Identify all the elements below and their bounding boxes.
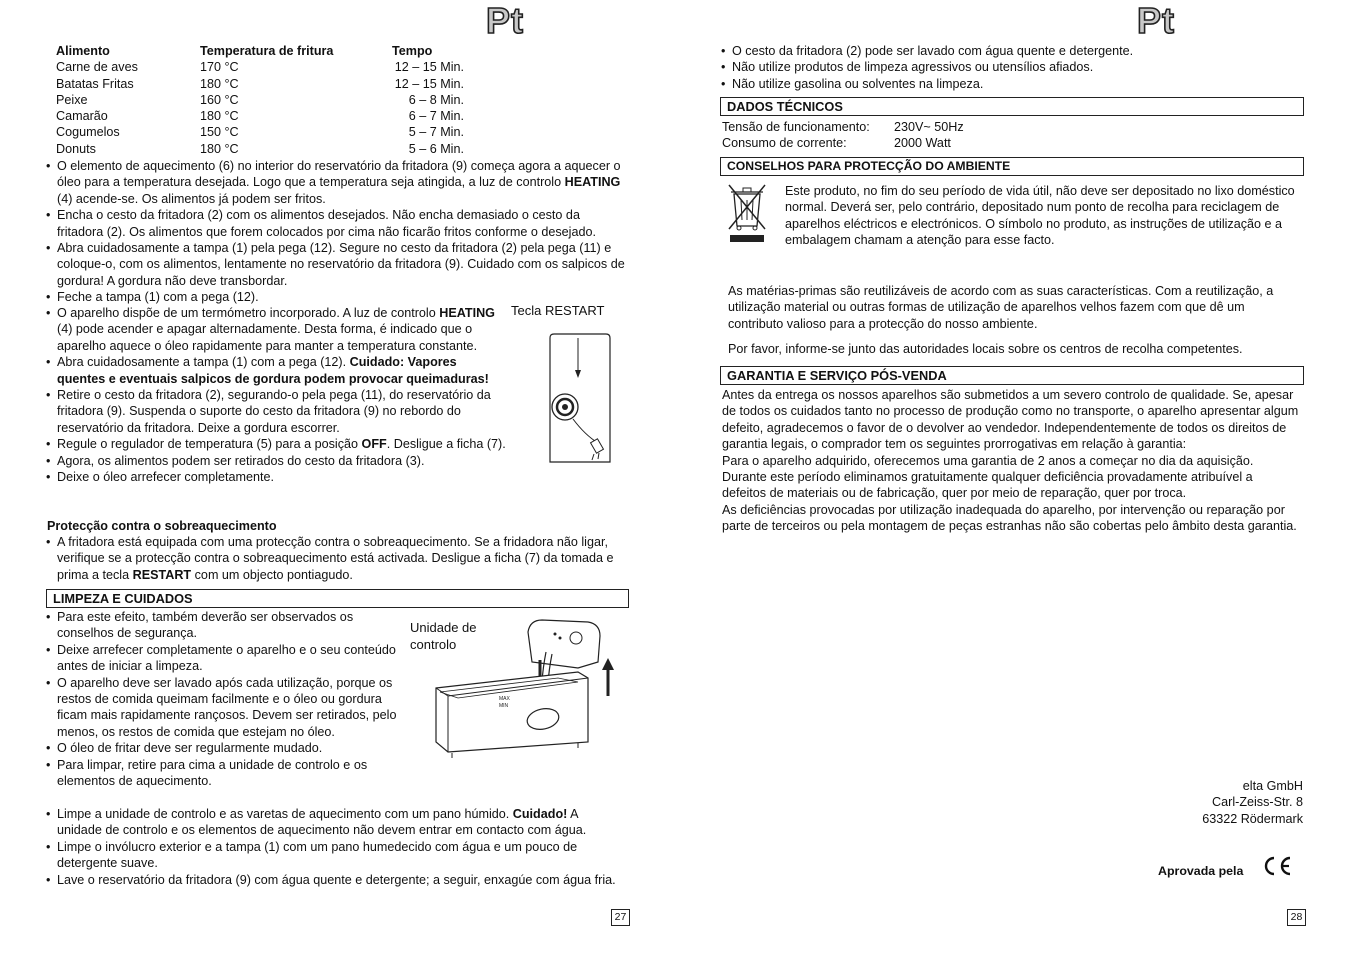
table-cell: 180 °C	[200, 76, 239, 91]
company-address	[1202, 778, 1303, 827]
overheat-heading: Protecção contra o sobreaquecimento	[47, 519, 277, 533]
table-row	[56, 92, 472, 108]
tech-data	[722, 119, 964, 152]
list-item: • Não utilize produtos de limpeza agressivos ou utensílios afiados.	[721, 59, 1301, 75]
table-cell: 180 °C	[200, 141, 239, 156]
list-item: • A fritadora está equipada com uma protecção contra o sobreaquecimento. Se a fridadora não ligar, verifique se a protecção contra o sobreaquecimento está activada. Desligue a ficha (7) da tomada e prima a tecla RESTART com um objecto pontiagudo.	[46, 534, 616, 583]
table-cell: 5 – 6 Min.	[408, 141, 464, 156]
cleaning-list-c	[721, 43, 1301, 92]
restart-caption: Tecla RESTART	[511, 303, 605, 318]
weee-crossed-bin-icon	[726, 182, 768, 244]
table-cell: 6 – 7 Min.	[408, 109, 464, 124]
max-marker: MAX	[499, 696, 510, 702]
table-cell: Cogumelos	[56, 125, 120, 140]
list-item: • Deixe arrefecer completamente o aparelho e o seu conteúdo antes de iniciar a limpeza.	[46, 642, 398, 675]
list-item: • O cesto da fritadora (2) pode ser lavado com água quente e detergente.	[721, 43, 1301, 59]
list-item: • Feche a tampa (1) com a pega (12).	[46, 289, 626, 305]
table-row	[56, 108, 472, 124]
table-cell: 5 – 7 Min.	[408, 125, 464, 140]
cleaning-section-heading: LIMPEZA E CUIDADOS	[46, 589, 629, 608]
restart-button-diagram	[540, 330, 620, 465]
list-item: • Retire o cesto da fritadora (2), segurando-o pela pega (11), do reservatório da fritadora (9). Suspenda o suporte do cesto da fritadora (9) no rebordo do reservatório da fritadora. Deixe a gordura escorrer.	[46, 387, 508, 436]
approved-by-label: Aprovada pela	[1158, 864, 1244, 878]
table-cell: Batatas Fritas	[56, 76, 134, 91]
environment-section-heading: CONSELHOS PARA PROTECÇÃO DO AMBIENTE	[720, 157, 1304, 176]
table-cell: Donuts	[56, 141, 96, 156]
table-row	[56, 76, 472, 92]
fryer-diagram	[428, 612, 624, 760]
min-marker: MIN	[499, 703, 509, 709]
list-item: • Não utilize gasolina ou solventes na limpeza.	[721, 76, 1301, 92]
list-item: • Limpe a unidade de controlo e as varetas de aquecimento com um pano húmido. Cuidado! A unidade de controlo e os elementos de aquecimento não devem entrar em contacto com água.	[46, 806, 621, 839]
cleaning-list-b	[46, 806, 621, 888]
list-item: • Para limpar, retire para cima a unidade de controlo e os elementos de aquecimento.	[46, 757, 398, 790]
table-row	[56, 141, 472, 157]
tech-section-heading: DADOS TÉCNICOS	[720, 97, 1304, 116]
table-cell: 150 °C	[200, 125, 239, 140]
list-item: • O aparelho dispõe de um termómetro incorporado. A luz de controlo HEATING (4) pode acender e apagar alternadamente. Desta forma, é indicado que o aparelho aquece o óleo rapidamente para manter a temperatura constante.	[46, 305, 508, 354]
page-language-title-right: Pt	[1137, 0, 1175, 41]
table-row	[56, 59, 472, 75]
warranty-paragraph: Antes da entrega os nossos aparelhos são submetidos a um severo controlo de qualidade. Se, apesar de todos os cuidados tanto no processo de produção como no transporte, o aparelho apresentar algum defeito, agradecemos o favor de o devolver ao vendedor. Independentemente de todos os direitos de garantia legais, o comprador tem os seguintes prorrogativas em relação à garantia:	[722, 388, 1299, 452]
list-item: • Regule o regulador de temperatura (5) para a posição OFF. Desligue a ficha (7).	[46, 436, 508, 452]
list-item: • Abra cuidadosamente a tampa (1) pela pega (12). Segure no cesto da fritadora (2) pela pega (11) e coloque-o, com os alimentos, lentamente no reservatório da fritadora (9). Cuidado com os salpicos de gordura! A gordura não deve transbordar.	[46, 240, 626, 289]
overheat-list	[46, 534, 616, 583]
warranty-paragraph: As deficiências provocadas por utilização inadequada do aparelho, por intervenção ou reparação por parte de terceiros ou pela montagem de peças estranhas não são cobertas pelo âmbito desta garantia.	[722, 502, 1297, 534]
table-cell: Carne de aves	[56, 60, 138, 75]
table-cell: 12 – 15 Min.	[394, 60, 464, 75]
list-item: • O elemento de aquecimento (6) no interior do reservatório da fritadora (9) começa agora a aquecer o óleo para a temperatura desejada. Logo que a temperatura seja atingida, a luz de controlo HEATING (4) acende-se. Os alimentos já podem ser fritos.	[46, 158, 626, 207]
instruction-list-a	[46, 158, 626, 306]
table-cell: 6 – 8 Min.	[408, 92, 464, 107]
warranty-text	[722, 387, 1300, 535]
list-item: • Encha o cesto da fritadora (2) com os alimentos desejados. Não encha demasiado o cesto da fritadora (2). Os alimentos que forem colocados por cima não ficarão fritos conforme o desejado.	[46, 207, 626, 240]
list-item: • O aparelho deve ser lavado após cada utilização, porque os restos de comida queimam facilmente e o óleo ou gordura ficam mais rapidamente rançosos. Devem ser retirados, pelo menos, os restos de comida que estejam no óleo.	[46, 675, 398, 741]
instruction-list-b	[46, 305, 508, 485]
list-item: • Para este efeito, também deverão ser observados os conselhos de segurança.	[46, 609, 398, 642]
environment-paragraph-2: Por favor, informe-se junto das autoridades locais sobre os centros de recolha competentes.	[728, 342, 1243, 356]
page-number-left: 27	[611, 909, 630, 926]
ce-mark-icon	[1262, 855, 1294, 877]
address-line: Carl-Zeiss-Str. 8	[1212, 795, 1303, 810]
list-item: • Abra cuidadosamente a tampa (1) com a pega (12). Cuidado: Vapores quentes e eventuais salpicos de gordura podem provocar queimaduras!	[46, 354, 508, 387]
table-cell: 170 °C	[200, 60, 239, 75]
table-header: Tempo	[392, 44, 433, 58]
table-row	[56, 124, 472, 140]
address-line: elta GmbH	[1242, 779, 1303, 793]
table-cell: 12 – 15 Min.	[394, 76, 464, 91]
cleaning-list-a	[46, 609, 398, 789]
table-cell: Camarão	[56, 109, 108, 124]
caption-line: Unidade de	[410, 620, 477, 635]
table-header: Temperatura de fritura	[200, 44, 334, 58]
warranty-section-heading: GARANTIA E SERVIÇO PÓS-VENDA	[720, 366, 1304, 385]
environment-paragraph-1: As matérias-primas são reutilizáveis de acordo com as suas características. Com a reutilização, a utilização material ou outras formas de utilização de aparelhos velhos fazem com que dê um contributo valioso para a protecção do nosso ambiente.	[728, 284, 1274, 331]
list-item: • Agora, os alimentos podem ser retirados do cesto da fritadora (3).	[46, 453, 508, 469]
page-number-right: 28	[1287, 909, 1306, 926]
caption-line: controlo	[410, 637, 457, 652]
tech-row: Consumo de corrente: 2000 Watt	[722, 136, 951, 151]
page-language-title-left: Pt	[486, 0, 524, 41]
table-cell: 180 °C	[200, 109, 239, 124]
warranty-paragraph: Para o aparelho adquirido, oferecemos uma garantia de 2 anos a começar no dia da aquisição. Durante este período eliminamos gratuitamente qualquer deficiência provadamente atribuível a defeitos de materiais ou de fabricação, quer por meio de reparação, quer por troca.	[722, 453, 1254, 501]
list-item: • Deixe o óleo arrefecer completamente.	[46, 469, 508, 485]
environment-text: Este produto, no fim do seu período de vida útil, não deve ser depositado no lixo doméstico normal. Deverá ser, pelo contrário, depositado num ponto de recolha para reciclagem de aparelhos eléctricos e electrónicos. O símbolo no produto, as instruções de utilização e a embalagem chamam a atenção para esse facto.	[785, 184, 1295, 248]
address-line: 63322 Rödermark	[1202, 811, 1303, 826]
table-header: Alimento	[56, 44, 110, 58]
table-cell: Peixe	[56, 92, 88, 107]
table-cell: 160 °C	[200, 92, 239, 107]
list-item: • Lave o reservatório da fritadora (9) com água quente e detergente; a seguir, enxagúe com água fria.	[46, 872, 621, 888]
frying-table	[56, 43, 472, 157]
list-item: • Limpe o invólucro exterior e a tampa (1) com um pano humedecido com água e um pouco de detergente suave.	[46, 839, 621, 872]
list-item: • O óleo de fritar deve ser regularmente mudado.	[46, 740, 398, 756]
tech-row: Tensão de funcionamento: 230V~ 50Hz	[722, 120, 964, 134]
